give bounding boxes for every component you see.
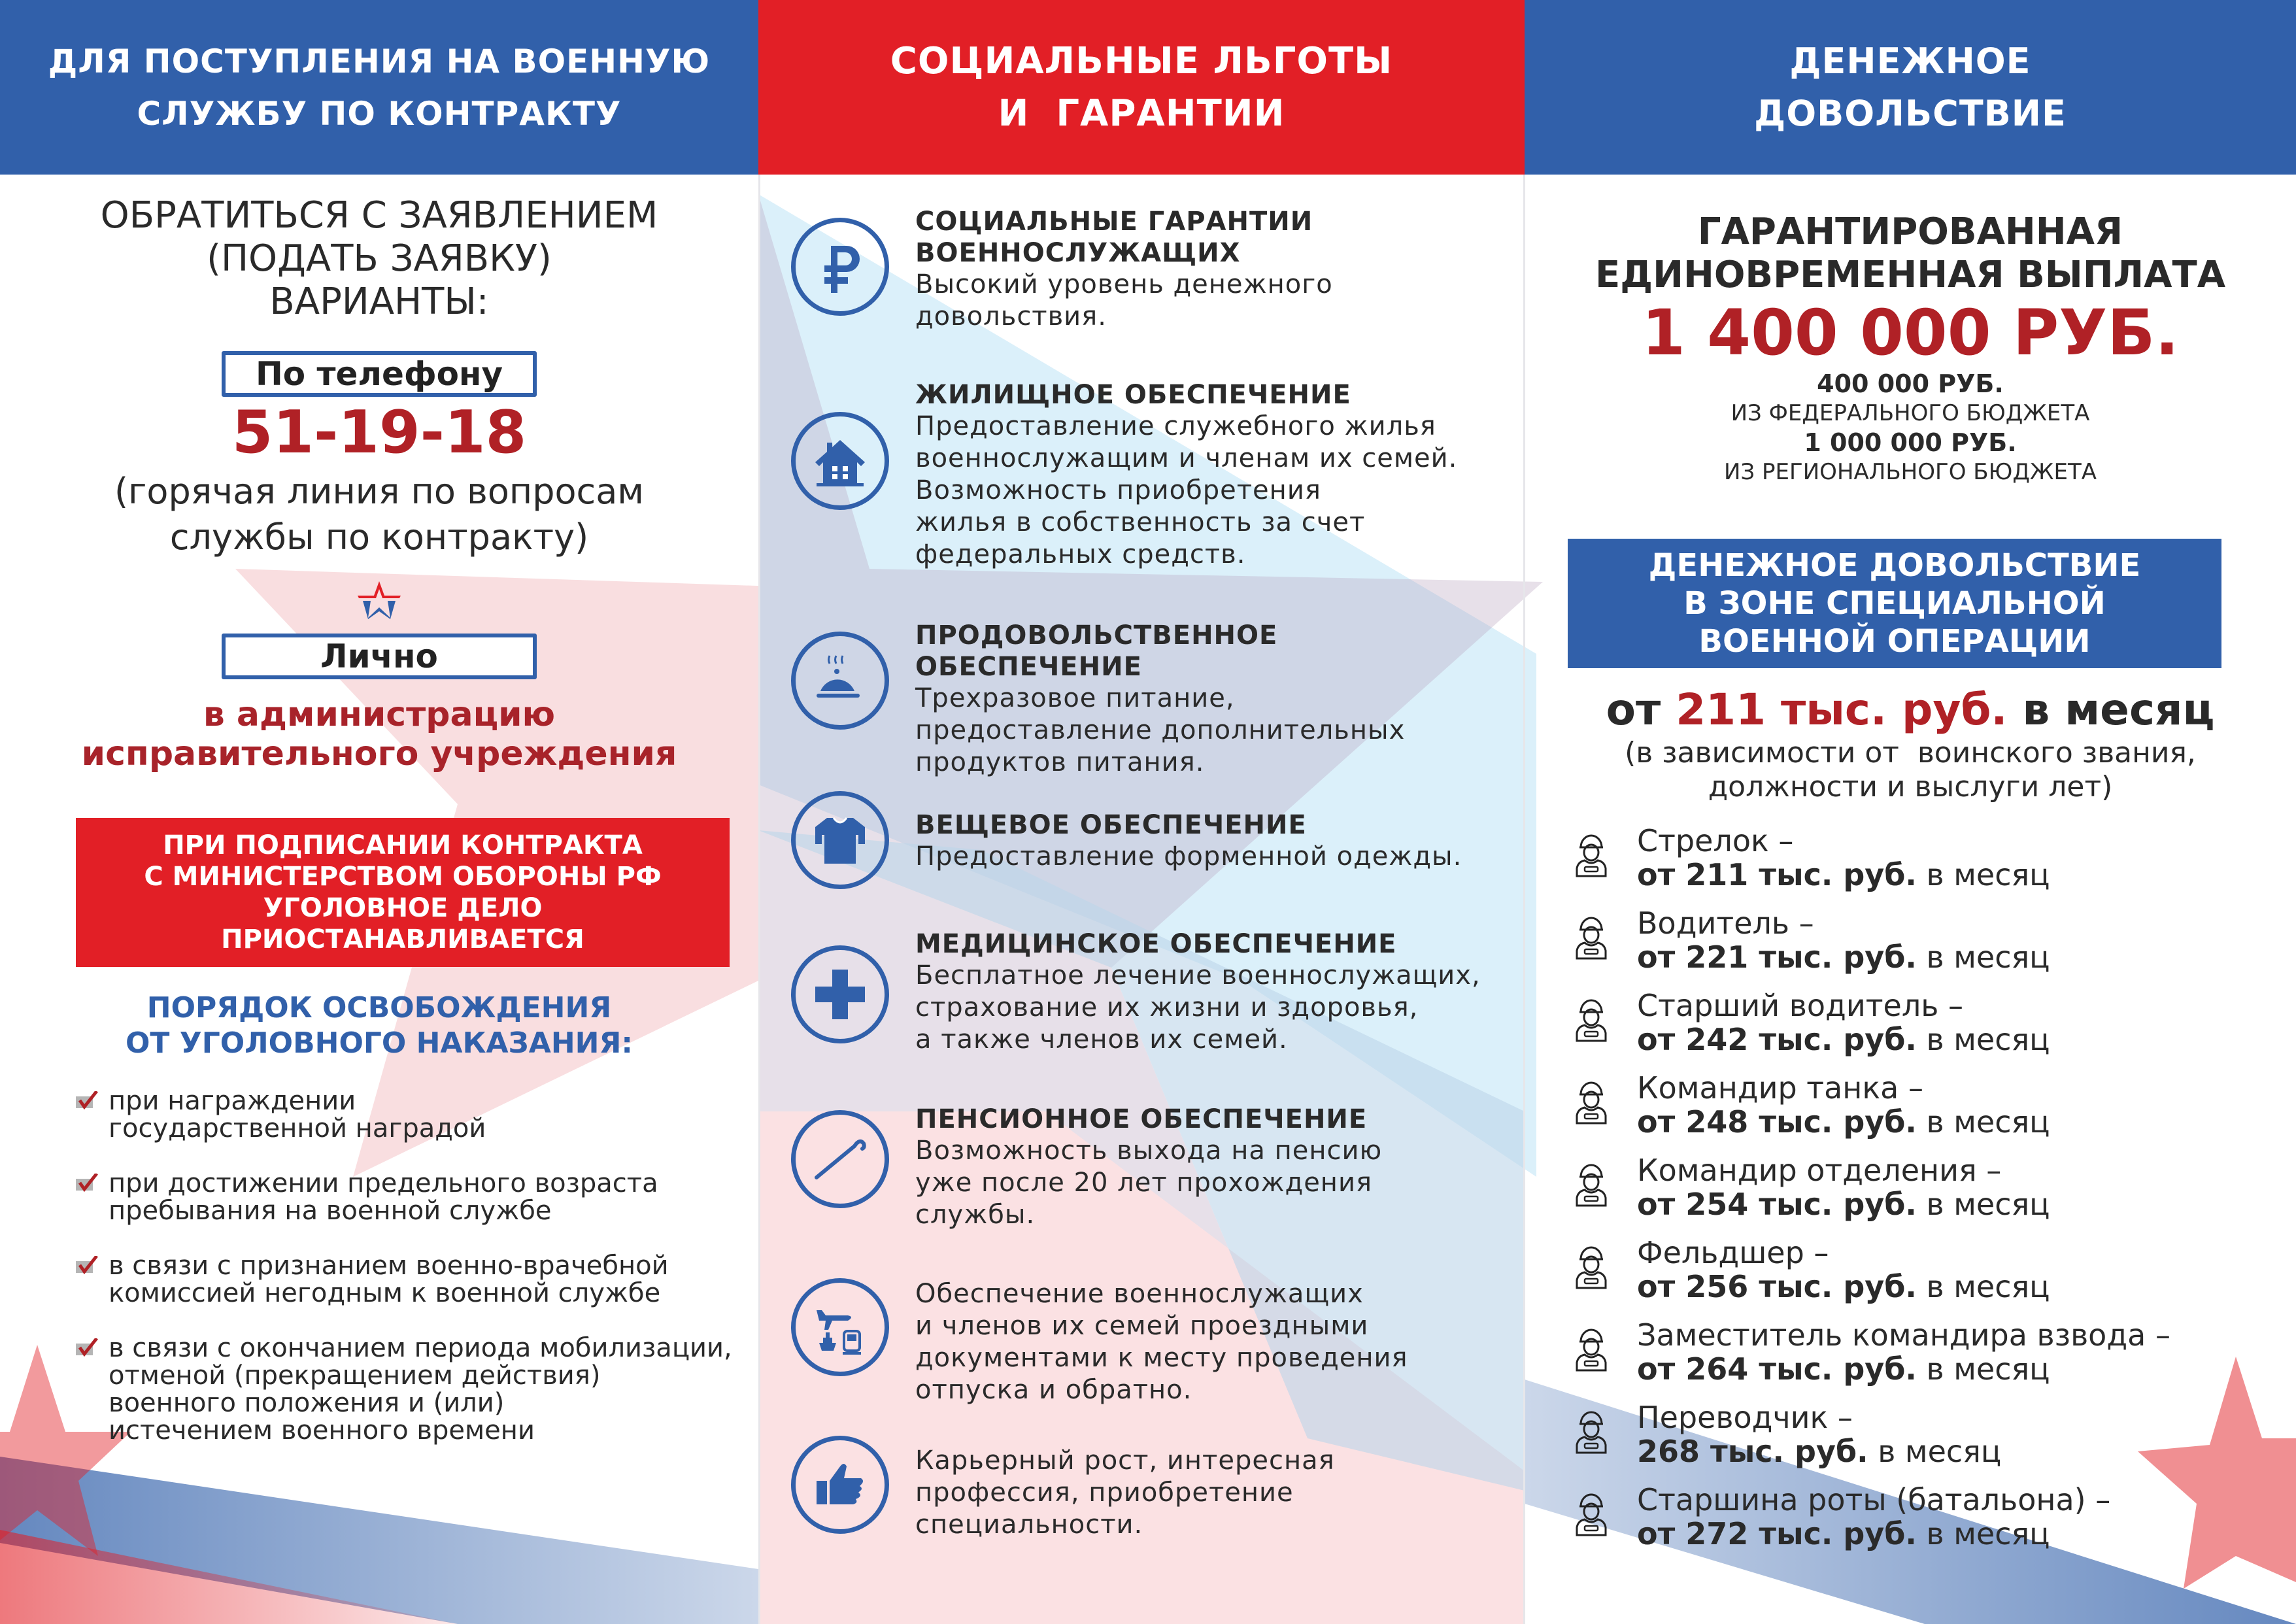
benefit-description: военнослужащим и членам их семей.	[915, 443, 1458, 473]
rank-position: Стрелок –	[1637, 823, 1794, 858]
social-benefits-column	[758, 0, 1525, 1624]
administration-text	[0, 695, 758, 773]
rank-amount: от 248 тыс. руб.	[1637, 1104, 1917, 1140]
benefit-title: ВОЕННОСЛУЖАЩИХ	[915, 238, 1241, 268]
rank-period: в месяц	[1926, 1104, 2050, 1140]
rank-pay-item	[1572, 1400, 2296, 1483]
admin-line: исправительного учреждения	[81, 734, 677, 773]
depend-line: должности и выслуги лет)	[1708, 770, 2113, 804]
rank-pay-item	[1572, 1153, 2296, 1236]
rank-amount: от 211 тыс. руб.	[1637, 857, 1917, 892]
condition-line: пребывания на военной службе	[109, 1196, 552, 1226]
condition-line: в связи с окончанием периода мобилизации,	[109, 1333, 732, 1363]
rank-pay-item	[1572, 1483, 2296, 1565]
rank-pay	[1637, 1270, 2050, 1304]
benefit-description: федеральных средств.	[915, 539, 1246, 569]
hotline-line: службы по контракту)	[169, 516, 589, 558]
benefit-item	[791, 928, 1510, 1056]
release-condition-item	[76, 1334, 758, 1444]
rank-pay-item	[1572, 824, 2296, 906]
thumbs-up-icon	[791, 1436, 889, 1534]
regional-amount: 1 000 000 РУБ.	[1804, 428, 2017, 457]
rank-position: Старшина роты (батальона) –	[1637, 1482, 2111, 1517]
condition-line: отменой (прекращением действия)	[109, 1361, 601, 1391]
release-title-line: ПОРЯДОК ОСВОБОЖДЕНИЯ	[146, 991, 612, 1024]
depend-line: (в зависимости от воинского звания,	[1625, 736, 2196, 770]
hotline-phone-number[interactable]: 51-19-18	[231, 398, 527, 467]
benefit-item	[791, 379, 1510, 571]
rank-period: в месяц	[1926, 1351, 2050, 1387]
column-header-allowance	[1525, 0, 2296, 175]
contract-service-column	[0, 0, 758, 1624]
checkmark-icon	[76, 1091, 99, 1109]
rank-period: в месяц	[1926, 857, 2050, 892]
condition-line: государственной наградой	[109, 1113, 486, 1143]
soldier-icon	[1572, 828, 1611, 880]
rank-pay	[1637, 1023, 2050, 1057]
rank-pay	[1637, 1434, 2001, 1468]
benefit-item	[791, 1104, 1510, 1231]
rank-pay	[1637, 1105, 2050, 1139]
rank-text	[1637, 989, 2050, 1071]
header-line: ДОВОЛЬСТВИЕ	[1754, 92, 2067, 134]
benefit-description: Бесплатное лечение военнослужащих,	[915, 960, 1481, 990]
rank-text	[1637, 906, 2050, 989]
benefit-title: СОЦИАЛЬНЫЕ ГАРАНТИИ	[915, 207, 1313, 237]
medical-cross-icon	[791, 945, 889, 1043]
release-condition-item	[76, 1252, 758, 1307]
condition-line: в связи с признанием военно-врачебной	[109, 1251, 669, 1281]
benefit-description: продуктов питания.	[915, 747, 1205, 777]
rank-amount: от 242 тыс. руб.	[1637, 1022, 1917, 1057]
svo-allowance-box	[1568, 539, 2221, 668]
rank-text	[1637, 1236, 2050, 1318]
from-prefix: от	[1606, 685, 1661, 735]
notice-line: УГОЛОВНОЕ ДЕЛО	[263, 893, 543, 923]
criminal-case-notice	[76, 818, 730, 967]
benefit-description: Высокий уровень денежного	[915, 269, 1333, 299]
from-suffix: в месяц	[2022, 685, 2215, 735]
transport-icon	[791, 1278, 889, 1376]
benefit-title: ВЕЩЕВОЕ ОБЕСПЕЧЕНИЕ	[915, 810, 1307, 840]
hotline-line: (горячая линия по вопросам	[114, 471, 645, 512]
condition-line: при награждении	[109, 1086, 356, 1116]
federal-source: ИЗ ФЕДЕРАЛЬНОГО БЮДЖЕТА	[1730, 400, 2090, 426]
total-payment-amount: 1 400 000 РУБ.	[1642, 296, 2179, 369]
minimum-monthly-pay	[1525, 684, 2296, 736]
rank-text	[1637, 824, 2050, 906]
benefit-description: страхование их жизни и здоровья,	[915, 992, 1419, 1023]
condition-line: комиссией негодным к военной службе	[109, 1278, 661, 1308]
federal-amount: 400 000 РУБ.	[1817, 369, 2004, 398]
benefit-description: Возможность выхода на пенсию	[915, 1136, 1383, 1166]
rank-pay-item	[1572, 989, 2296, 1071]
rank-text	[1637, 1071, 2050, 1153]
hotline-description	[0, 469, 758, 560]
benefit-description: специальности.	[915, 1510, 1143, 1540]
benefit-title: ОБЕСПЕЧЕНИЕ	[915, 652, 1142, 682]
regional-source: ИЗ РЕГИОНАЛЬНОГО БЮДЖЕТА	[1723, 459, 2097, 485]
benefit-description: Трехразовое питание,	[915, 683, 1235, 713]
release-procedure-title	[0, 990, 758, 1061]
notice-line: ПРИОСТАНАВЛИВАЕТСЯ	[221, 924, 584, 955]
rank-position: Командир отделения –	[1637, 1153, 2002, 1188]
rank-text	[1637, 1318, 2170, 1400]
guarantee-title-line: ЕДИНОВРЕМЕННАЯ ВЫПЛАТА	[1595, 254, 2226, 296]
shirt-icon	[791, 791, 889, 889]
apply-title-line: ВАРИАНТЫ:	[269, 280, 489, 323]
rank-pay-list	[1572, 824, 2296, 1565]
condition-line: военного положения и (или)	[109, 1388, 505, 1418]
rank-period: в месяц	[1926, 1187, 2050, 1222]
release-title-line: ОТ УГОЛОВНОГО НАКАЗАНИЯ:	[126, 1026, 633, 1060]
benefit-title: ЖИЛИЩНОЕ ОБЕСПЕЧЕНИЕ	[915, 380, 1351, 410]
apply-title	[0, 194, 758, 324]
monetary-allowance-column	[1525, 0, 2296, 1624]
rank-text	[1637, 1400, 2001, 1483]
release-condition-item	[76, 1087, 758, 1142]
guaranteed-payment-title	[1525, 211, 2296, 297]
column-header-benefits	[758, 0, 1525, 175]
soldier-icon	[1572, 992, 1611, 1045]
soldier-icon	[1572, 910, 1611, 962]
rank-position: Командир танка –	[1637, 1070, 1923, 1106]
admin-line: в администрацию	[203, 695, 556, 734]
house-icon	[791, 412, 889, 510]
benefit-item	[791, 206, 1510, 333]
benefit-description: Карьерный рост, интересная	[915, 1446, 1335, 1476]
header-line: И ГАРАНТИИ	[998, 92, 1285, 135]
benefit-description: довольствия.	[915, 301, 1107, 331]
column-header-contract	[0, 0, 758, 175]
benefit-description: документами к месту проведения	[915, 1343, 1408, 1373]
release-condition-item	[76, 1170, 758, 1225]
benefit-description: отпуска и обратно.	[915, 1375, 1192, 1405]
soldier-icon	[1572, 1404, 1611, 1457]
benefit-description: службы.	[915, 1200, 1036, 1230]
rank-position: Переводчик –	[1637, 1400, 1853, 1435]
rank-pay-item	[1572, 1236, 2296, 1318]
rank-period: в месяц	[1926, 1022, 2050, 1057]
rank-position: Заместитель командира взвода –	[1637, 1317, 2170, 1353]
notice-line: ПРИ ПОДПИСАНИИ КОНТРАКТА	[163, 830, 643, 860]
benefit-title: МЕДИЦИНСКОЕ ОБЕСПЕЧЕНИЕ	[915, 929, 1397, 959]
condition-line: истечением военного времени	[109, 1415, 535, 1446]
rank-position: Водитель –	[1637, 905, 1814, 941]
rank-period: в месяц	[1878, 1434, 2002, 1469]
benefit-item	[791, 1278, 1510, 1406]
apply-title-line: ОБРАТИТЬСЯ С ЗАЯВЛЕНИЕМ	[100, 194, 658, 237]
soldier-icon	[1572, 1240, 1611, 1292]
rank-amount: от 264 тыс. руб.	[1637, 1351, 1917, 1387]
rank-text	[1637, 1153, 2050, 1236]
notice-line: С МИНИСТЕРСТВОМ ОБОРОНЫ РФ	[144, 862, 662, 892]
rank-pay-item	[1572, 1071, 2296, 1153]
benefit-description: Обеспечение военнослужащих	[915, 1279, 1364, 1309]
svo-box-line: ДЕНЕЖНОЕ ДОВОЛЬСТВИЕ	[1648, 547, 2141, 584]
rank-text	[1637, 1483, 2110, 1565]
checkmark-icon	[76, 1174, 99, 1192]
header-line: СОЦИАЛЬНЫЕ ЛЬГОТЫ	[890, 39, 1393, 82]
rank-amount: 268 тыс. руб.	[1637, 1434, 1868, 1469]
soldier-icon	[1572, 1157, 1611, 1210]
rank-amount: от 254 тыс. руб.	[1637, 1187, 1917, 1222]
cane-icon	[791, 1110, 889, 1208]
ruble-icon	[791, 218, 889, 316]
rank-period: в месяц	[1926, 1516, 2050, 1551]
soldier-icon	[1572, 1487, 1611, 1539]
benefit-description: жилья в собственность за счет	[915, 507, 1366, 537]
benefit-item	[791, 1445, 1510, 1541]
from-amount: 211 тыс. руб.	[1676, 685, 2008, 735]
release-conditions-list	[76, 1087, 758, 1444]
rank-pay	[1637, 940, 2050, 974]
benefit-description: Возможность приобретения	[915, 475, 1321, 505]
rank-pay	[1637, 858, 2050, 892]
benefit-description: и членов их семей проездными	[915, 1311, 1369, 1341]
rank-amount: от 256 тыс. руб.	[1637, 1269, 1917, 1304]
rank-pay	[1637, 1352, 2170, 1386]
rank-position: Старший водитель –	[1637, 988, 1963, 1023]
benefit-item	[791, 809, 1510, 889]
rank-period: в месяц	[1926, 1269, 2050, 1304]
rank-pay-item	[1572, 1318, 2296, 1400]
checkmark-icon	[76, 1338, 99, 1357]
benefit-description: уже после 20 лет прохождения	[915, 1168, 1373, 1198]
benefit-description: предоставление дополнительных	[915, 715, 1406, 745]
header-line: ДЕНЕЖНОЕ	[1789, 40, 2031, 82]
rank-amount: от 221 тыс. руб.	[1637, 939, 1917, 975]
benefit-description: Предоставление служебного жилья	[915, 411, 1436, 441]
army-star-icon	[356, 580, 402, 619]
benefit-description: профессия, приобретение	[915, 1478, 1294, 1508]
svo-box-line: В ЗОНЕ СПЕЦИАЛЬНОЙ	[1683, 585, 2106, 622]
rank-position: Фельдшер –	[1637, 1235, 1829, 1270]
rank-pay	[1637, 1187, 2050, 1221]
rank-amount: от 272 тыс. руб.	[1637, 1516, 1917, 1551]
pay-dependency-note	[1525, 736, 2296, 804]
header-line: СЛУЖБУ ПО КОНТРАКТУ	[137, 94, 622, 133]
condition-line: при достижении предельного возраста	[109, 1168, 658, 1198]
soldier-icon	[1572, 1322, 1611, 1374]
benefit-description: Предоставление форменной одежды.	[915, 841, 1462, 871]
benefit-title: ПРОДОВОЛЬСТВЕННОЕ	[915, 620, 1278, 651]
rank-period: в месяц	[1926, 939, 2050, 975]
by-phone-label: По телефону	[222, 351, 537, 397]
food-cloche-icon	[791, 632, 889, 730]
in-person-label: Лично	[222, 634, 537, 679]
guarantee-title-line: ГАРАНТИРОВАННАЯ	[1697, 211, 2123, 253]
svo-box-line: ВОЕННОЙ ОПЕРАЦИИ	[1698, 623, 2091, 660]
header-line: ДЛЯ ПОСТУПЛЕНИЯ НА ВОЕННУЮ	[48, 42, 711, 80]
benefit-title: ПЕНСИОННОЕ ОБЕСПЕЧЕНИЕ	[915, 1104, 1368, 1134]
soldier-icon	[1572, 1075, 1611, 1127]
rank-pay	[1637, 1517, 2110, 1551]
benefit-item	[791, 620, 1510, 779]
rank-pay-item	[1572, 906, 2296, 989]
checkmark-icon	[76, 1256, 99, 1274]
apply-title-line: (ПОДАТЬ ЗАЯВКУ)	[207, 237, 552, 280]
benefit-description: а также членов их семей.	[915, 1024, 1288, 1055]
